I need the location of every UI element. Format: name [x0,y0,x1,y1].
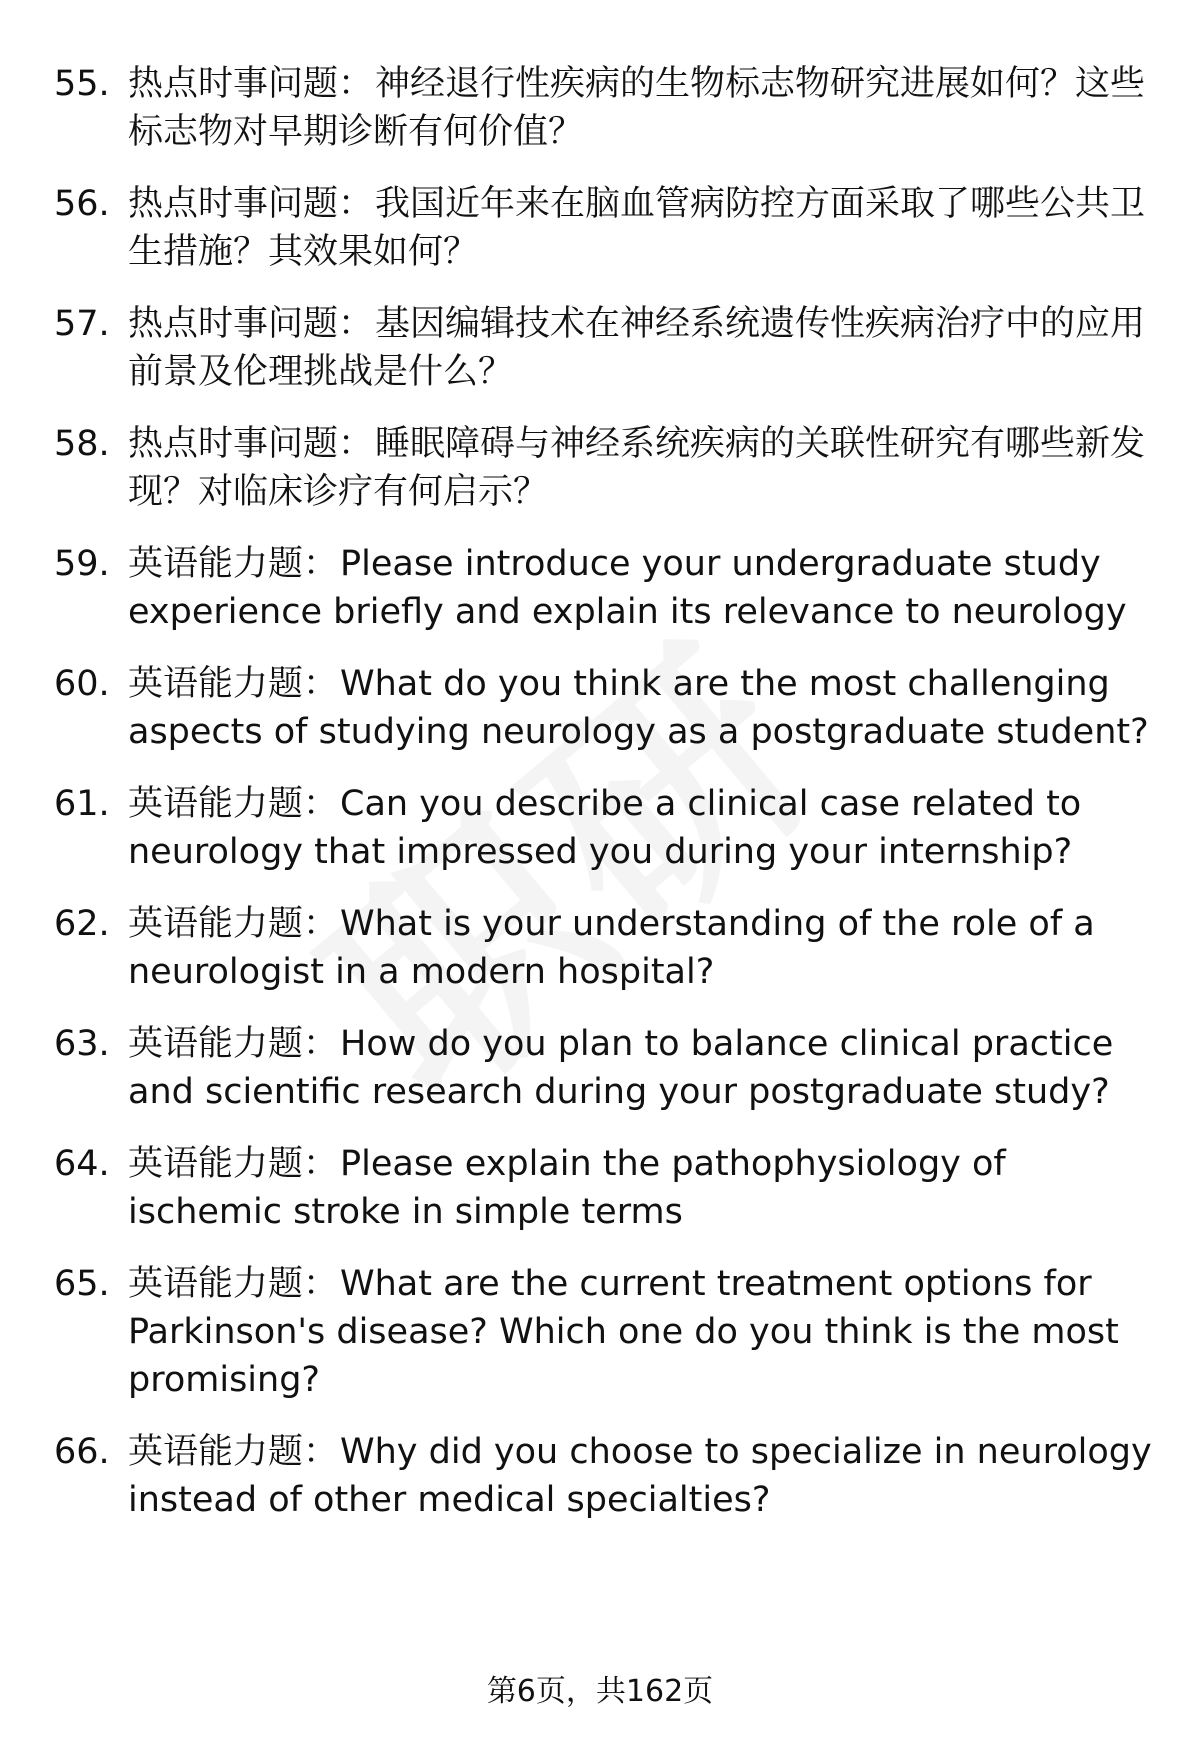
question-text: 神经退行性疾病的生物标志物研究进展如何？这些标志物对早期诊断有何价值？ [128,64,1146,152]
question-category: 英语能力题： [128,1024,339,1064]
question-item [0,1140,1200,1236]
question-text: Please explain the pathophysiology of ischemic stroke in simple terms [128,1144,1006,1232]
question-item [0,540,1200,636]
question-number: 57. [54,304,110,344]
question-number: 58. [54,424,110,464]
question-text: Can you describe a clinical case related to neurology that impressed you during your internship? [128,784,1082,872]
question-category: 热点时事问题： [128,64,374,104]
question-number: 65. [54,1264,110,1304]
page-footer [0,1672,1200,1712]
question-number: 62. [54,904,110,944]
question-item [0,780,1200,876]
question-number: 60. [54,664,110,704]
question-item [0,300,1200,396]
question-text: What is your understanding of the role of a neurologist in a modern hospital? [128,904,1095,992]
question-category: 热点时事问题： [128,424,374,464]
question-item [0,60,1200,156]
question-item [0,660,1200,756]
question-number: 66. [54,1432,110,1472]
question-number: 64. [54,1144,110,1184]
question-category: 英语能力题： [128,1144,339,1184]
question-item [0,900,1200,996]
question-category: 英语能力题： [128,664,339,704]
question-text: What do you think are the most challenging aspects of studying neurology as a postgraduate student? [128,664,1149,752]
question-category: 英语能力题： [128,544,339,584]
question-item [0,1428,1200,1524]
page-number-label: 第6页，共162页 [486,1674,714,1709]
question-item [0,420,1200,516]
question-number: 56. [54,184,110,224]
question-category: 英语能力题： [128,1432,339,1472]
question-category: 热点时事问题： [128,304,374,344]
question-text: 睡眠障碍与神经系统疾病的关联性研究有哪些新发现？对临床诊疗有何启示？ [128,424,1146,512]
question-text: What are the current treatment options for Parkinson's disease? Which one do you think is the most promising? [128,1264,1119,1400]
question-category: 英语能力题： [128,784,339,824]
question-category: 英语能力题： [128,1264,339,1304]
question-item [0,1020,1200,1116]
question-item [0,1260,1200,1404]
question-text: 我国近年来在脑血管病防控方面采取了哪些公共卫生措施？其效果如何？ [128,184,1146,272]
question-number: 59. [54,544,110,584]
question-text: 基因编辑技术在神经系统遗传性疾病治疗中的应用前景及伦理挑战是什么？ [128,304,1146,392]
question-number: 55. [54,64,110,104]
question-category: 热点时事问题： [128,184,374,224]
question-number: 61. [54,784,110,824]
question-item [0,180,1200,276]
question-text: Please introduce your undergraduate study experience briefly and explain its relevance to neurology [128,544,1127,632]
question-text: Why did you choose to specialize in neurology instead of other medical specialties? [128,1432,1152,1520]
question-text: How do you plan to balance clinical practice and scientific research during your postgraduate study? [128,1024,1114,1112]
question-category: 英语能力题： [128,904,339,944]
question-list [0,60,1200,1524]
question-number: 63. [54,1024,110,1064]
